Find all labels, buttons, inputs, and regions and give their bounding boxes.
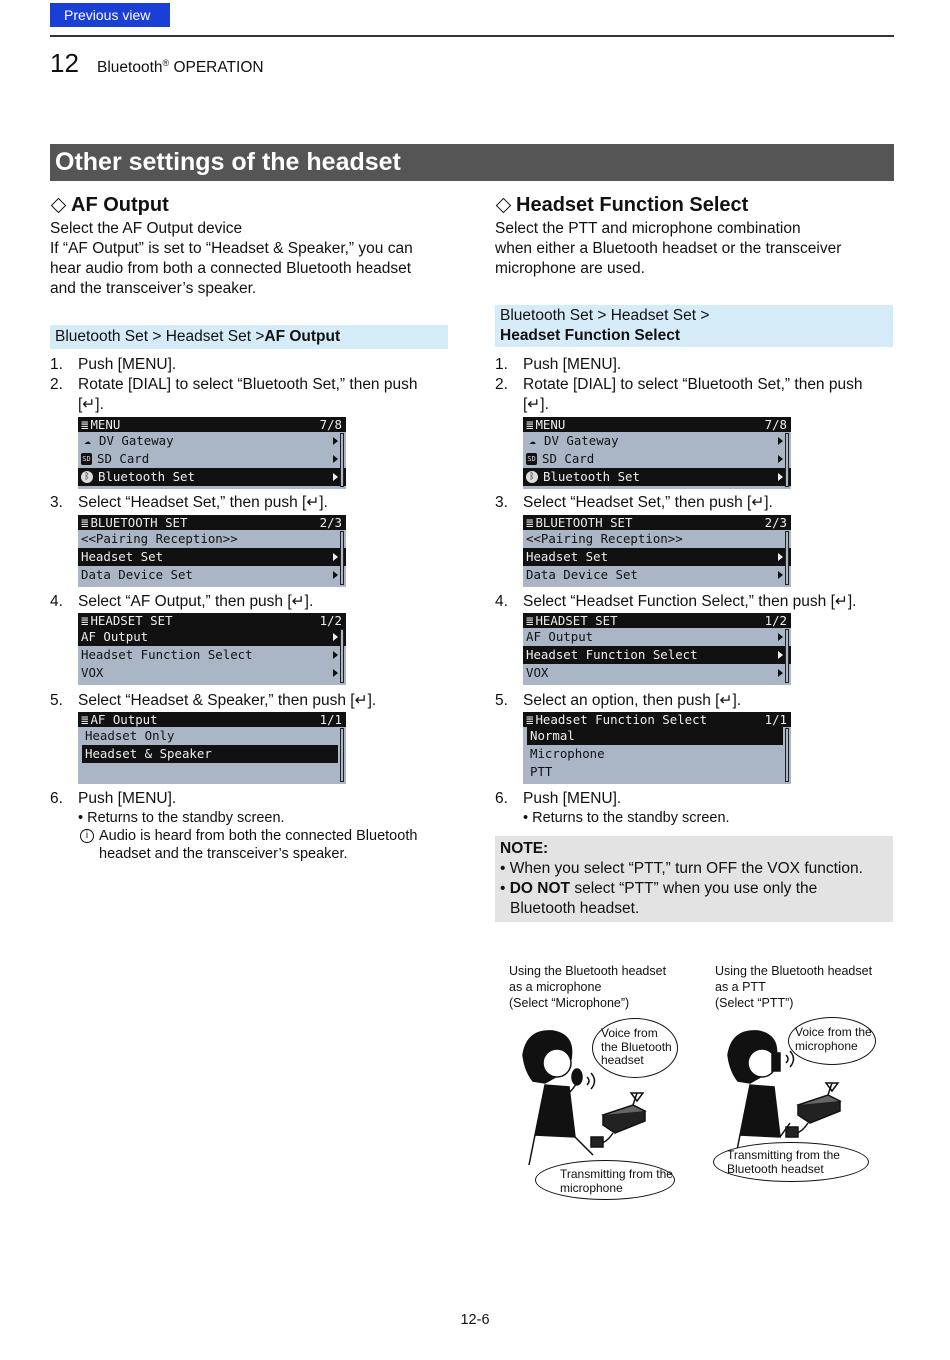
lcd-row-headset-function: Headset Function Select [78,646,346,664]
illustration-microphone-caption: Using the Bluetooth headset as a microphone (Select “Microphone”) [509,964,667,1010]
page-number: 12-6 [460,1312,490,1328]
cloud-icon: ☁ [84,434,91,447]
af-output-heading: AF Output [50,192,450,219]
lcd-af-output-screen: ≣ AF Output 1/1 Headset Only Headset & Speaker [78,712,346,784]
step-6: 6. Push [MENU]. [495,790,622,807]
menu-path: Bluetooth Set > Headset Set > AF Output [50,325,448,349]
lcd-row-af-output: AF Output [78,628,346,646]
chapter-number: 12 [50,48,79,78]
step-5: 5. Select an option, then push [↵]. [495,692,742,709]
headset-function-column [495,192,895,922]
headset-function-heading: Headset Function Select [495,192,895,219]
lcd-row-dv-gateway: ☁ DV Gateway [78,432,346,450]
step-2: 2. Rotate [DIAL] to select “Bluetooth Set,” then push [↵]. [50,376,418,413]
illustration-ptt-caption: Using the Bluetooth headset as a PTT (Select “PTT”) [715,964,873,1010]
step-3: 3. Select “Headset Set,” then push [↵]. [50,494,328,511]
lcd-row-headset-set: Headset Set [78,548,346,566]
transceiver-figure [591,1093,645,1147]
lcd-headset-set-screen: ≣ HEADSET SET 1/2 AF Output Headset Function Select VOX [78,613,346,685]
step-6: 6. Push [MENU]. [50,790,177,807]
step-6-info: i Audio is heard from both the connected Bluetooth headset and the transceiver’s speaker. [50,827,450,863]
note-box: NOTE: • When you select “PTT,” turn OFF the VOX function. • DO NOT select “PTT” when you use only the Bluetooth headset. [495,836,893,922]
section-title: Other settings of the headset [50,144,894,181]
lcd-row-microphone: Microphone [530,746,605,761]
lcd-scrollbar [340,531,344,585]
lcd-scrollbar [340,433,344,487]
lcd-scrollbar [340,728,344,782]
lcd-bluetooth-set-screen: ≣ BLUETOOTH SET 2/3 <<Pairing Reception>> Headset Set Data Device Set [523,515,791,587]
lcd-scrollbar [785,433,789,487]
header-rule [50,35,894,37]
lcd-row-headset-speaker: Headset & Speaker [82,745,338,763]
af-output-column [50,192,450,863]
lcd-scrollbar [340,629,344,683]
lcd-row-vox: VOX [78,664,346,682]
lcd-row-headset-only: Headset Only [85,728,175,743]
info-icon: i [80,829,94,843]
lcd-row-bluetooth-set: ᛒ Bluetooth Set [523,468,791,486]
lcd-row-bluetooth-set: ᛒ Bluetooth Set [78,468,346,486]
chapter-title: Bluetooth® OPERATION [97,58,264,76]
lcd-row-sd-card: SD SD Card [523,450,791,468]
lcd-row-pairing: <<Pairing Reception>> [526,531,683,546]
step-6-bullet: • Returns to the standby screen. [78,810,285,826]
lcd-headset-set-screen: ≣ HEADSET SET 1/2 AF Output Headset Function Select VOX [523,613,791,685]
step-1: 1. Push [MENU]. [495,356,622,373]
diamond-icon [496,198,512,214]
menu-path: Bluetooth Set > Headset Set > Headset Function Select [495,305,893,347]
lcd-row-data-device: Data Device Set [523,566,791,584]
lcd-row-headset-set: Headset Set [523,548,791,566]
lcd-menu-screen: ≣ MENU 7/8 ☁ DV Gateway SD SD Card ᛒ Bluetooth Set [78,417,346,489]
step-4: 4. Select “Headset Function Select,” then push [↵]. [495,593,857,610]
lcd-scrollbar [785,629,789,683]
step-4: 4. Select “AF Output,” then push [↵]. [50,593,314,610]
transceiver-figure [786,1083,840,1137]
af-output-intro: Select the AF Output device If “AF Output” is set to “Headset & Speaker,” you can hear audio from both a connected Bluetooth headset and the transceiver’s speaker. [50,220,413,297]
lcd-row-data-device: Data Device Set [78,566,346,584]
lcd-row-af-output: AF Output [523,628,791,646]
cloud-icon: ☁ [529,434,536,447]
bluetooth-icon: ᛒ [526,471,538,483]
step-2: 2. Rotate [DIAL] to select “Bluetooth Set,” then push [↵]. [495,376,863,413]
lcd-row-vox: VOX [523,664,791,682]
headset-function-intro: Select the PTT and microphone combination when either a Bluetooth headset or the transceiver microphone are used. [495,220,842,277]
lcd-headset-function-screen: ≣ Headset Function Select 1/1 Normal Microphone PTT [523,712,791,784]
step-6-bullet: • Returns to the standby screen. [523,810,730,826]
person-with-headset-figure [523,1031,595,1165]
lcd-row-ptt: PTT [530,764,553,779]
sd-card-icon: SD [82,455,91,463]
lcd-row-pairing: <<Pairing Reception>> [81,531,238,546]
lcd-row-sd-card: SD SD Card [78,450,346,468]
diamond-icon [51,198,67,214]
previous-view-button[interactable]: Previous view [50,3,170,27]
speech-bubble-a: Voice from the Bluetooth headset [592,1018,678,1078]
lcd-row-normal: Normal [527,727,783,745]
callout-bubble-b: Transmitting from the Bluetooth headset [713,1142,869,1182]
lcd-row-headset-function: Headset Function Select [523,646,791,664]
lcd-scrollbar [785,728,789,782]
speech-bubble-b: Voice from the microphone [788,1017,876,1065]
lcd-scrollbar [785,531,789,585]
lcd-menu-screen: ≣ MENU 7/8 ☁ DV Gateway SD SD Card ᛒ Bluetooth Set [523,417,791,489]
step-1: 1. Push [MENU]. [50,356,177,373]
step-5: 5. Select “Headset & Speaker,” then push [↵]. [50,692,377,709]
bluetooth-icon: ᛒ [81,471,93,483]
step-3: 3. Select “Headset Set,” then push [↵]. [495,494,773,511]
sd-card-icon: SD [527,455,536,463]
lcd-bluetooth-set-screen: ≣ BLUETOOTH SET 2/3 <<Pairing Reception>> Headset Set Data Device Set [78,515,346,587]
lcd-row-dv-gateway: ☁ DV Gateway [523,432,791,450]
callout-bubble-a: Transmitting from the microphone [535,1160,675,1200]
